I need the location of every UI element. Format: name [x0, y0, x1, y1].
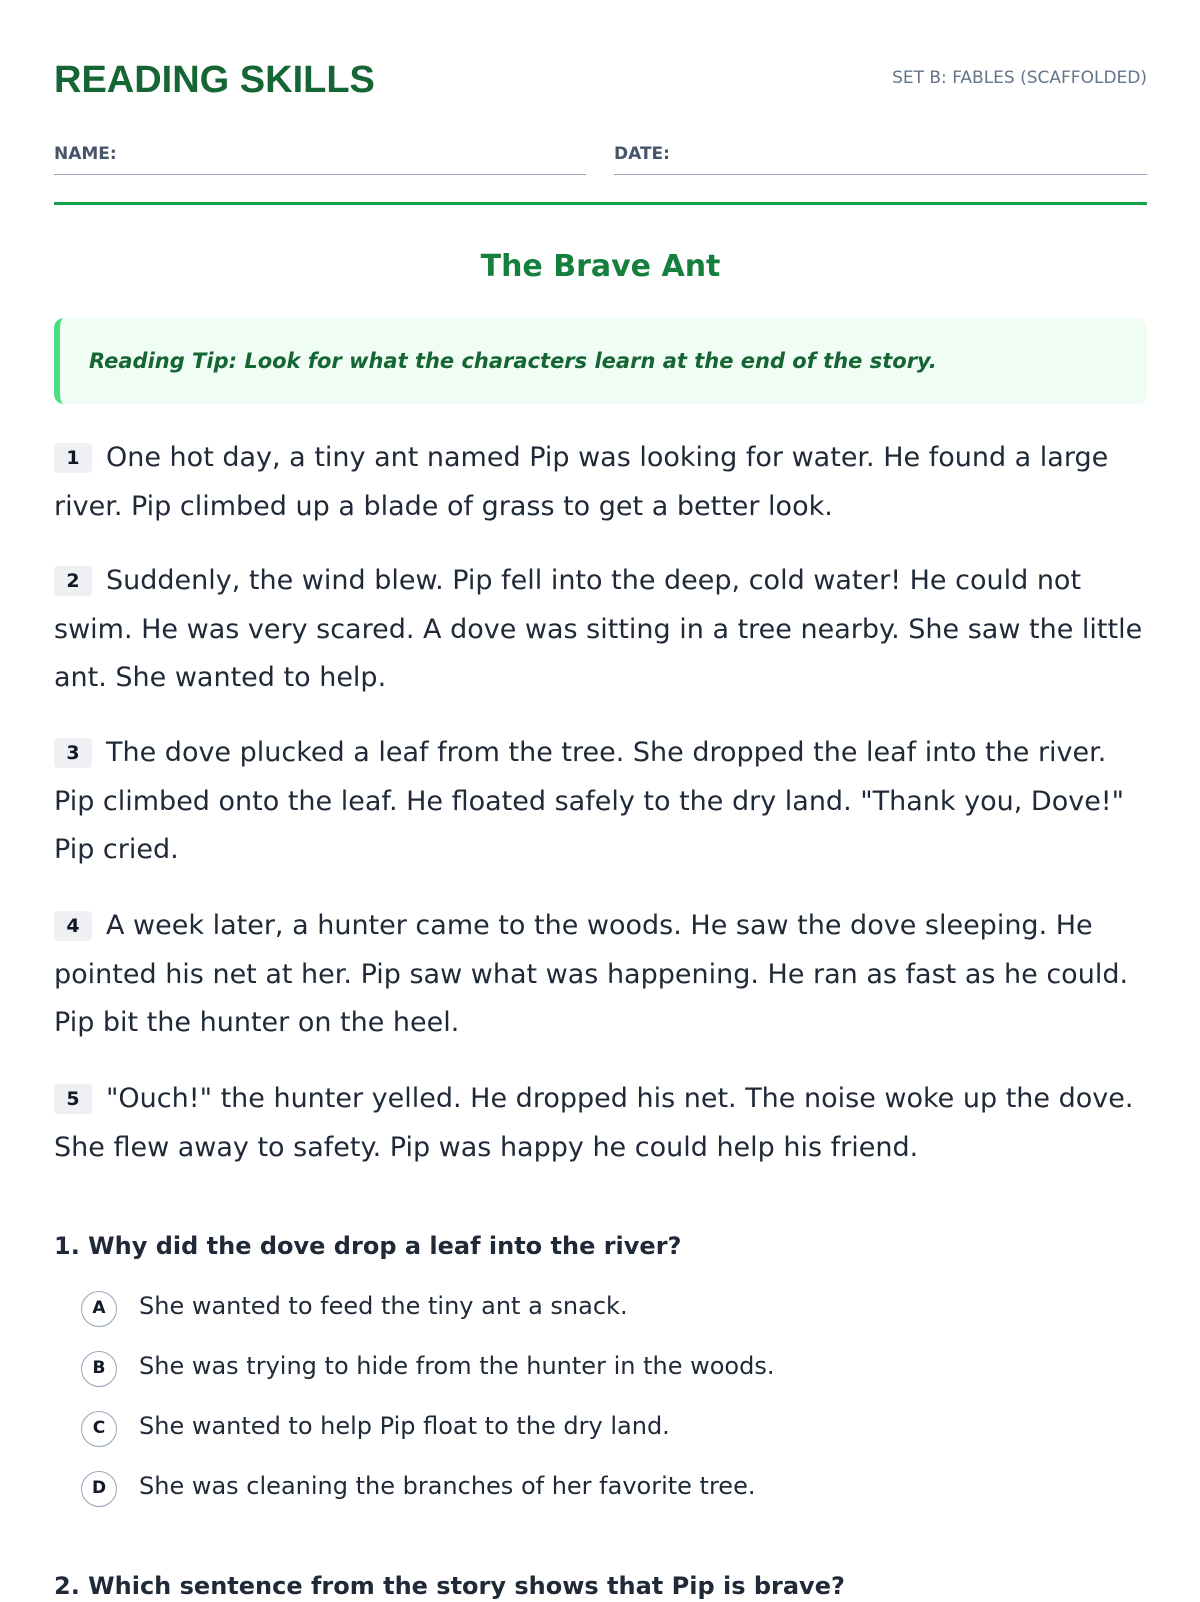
- paragraph-number: 2: [54, 566, 92, 596]
- paragraph-text: The dove plucked a leaf from the tree. She dropped the leaf into the river. Pip climbed onto the leaf. He floated safely to the dry land. "Thank you, Dove!" Pip cried.: [54, 737, 1125, 865]
- story-paragraph-3: [54, 729, 1147, 875]
- reading-tip-text: Reading Tip: Look for what the characters learn at the end of the story.: [89, 349, 937, 373]
- story-paragraph-4: [54, 902, 1147, 1048]
- question-1-option-d[interactable]: [81, 1470, 1131, 1510]
- paragraph-number: 1: [54, 443, 92, 473]
- question-1-option-a[interactable]: [81, 1290, 1131, 1330]
- paragraph-number: 4: [54, 911, 92, 941]
- question-1-option-c[interactable]: [81, 1410, 1131, 1450]
- option-text: She was trying to hide from the hunter in the woods.: [139, 1352, 775, 1380]
- name-label: NAME:: [54, 144, 117, 164]
- question-2-prompt: 2. Which sentence from the story shows that Pip is brave?: [54, 1572, 845, 1600]
- option-letter-badge[interactable]: D: [81, 1471, 117, 1507]
- paragraph-text: "Ouch!" the hunter yelled. He dropped his net. The noise woke up the dove. She flew away to safety. Pip was happy he could help his friend.: [54, 1083, 1134, 1163]
- story-title: The Brave Ant: [480, 249, 721, 284]
- paragraph-text: Suddenly, the wind blew. Pip fell into the deep, cold water! He could not swim. He was very scared. A dove was sitting in a tree nearby. She saw the little ant. She wanted to help.: [54, 565, 1143, 693]
- option-text: She wanted to help Pip float to the dry land.: [139, 1412, 670, 1440]
- paragraph-number: 5: [54, 1084, 92, 1114]
- name-field[interactable]: [54, 140, 586, 175]
- option-text: She wanted to feed the tiny ant a snack.: [139, 1292, 628, 1320]
- date-label: DATE:: [614, 144, 670, 164]
- worksheet-page: [54, 0, 1147, 1600]
- student-info-fields: [54, 140, 1147, 176]
- set-label: SET B: FABLES (SCAFFOLDED): [892, 68, 1147, 88]
- worksheet-title: READING SKILLS: [54, 59, 375, 101]
- date-field[interactable]: [614, 140, 1147, 175]
- paragraph-text: One hot day, a tiny ant named Pip was looking for water. He found a large river. Pip climbed up a blade of grass to get a better look.: [54, 442, 1109, 522]
- paragraph-text: A week later, a hunter came to the woods. He saw the dove sleeping. He pointed his net at her. Pip saw what was happening. He ran as fast as he could. Pip bit the hunter on the heel.: [54, 910, 1129, 1038]
- worksheet-header: [54, 58, 1147, 102]
- option-text: She was cleaning the branches of her favorite tree.: [139, 1472, 756, 1500]
- story-paragraph-5: [54, 1075, 1147, 1172]
- option-letter-badge[interactable]: B: [81, 1351, 117, 1387]
- option-letter-badge[interactable]: C: [81, 1411, 117, 1447]
- reading-tip-box: [54, 318, 1147, 404]
- option-letter-badge[interactable]: A: [81, 1291, 117, 1327]
- question-1-prompt: 1. Why did the dove drop a leaf into the river?: [54, 1232, 682, 1260]
- story-paragraph-2: [54, 557, 1147, 703]
- header-divider: [54, 202, 1147, 205]
- question-1-option-b[interactable]: [81, 1350, 1131, 1390]
- story-paragraph-1: [54, 434, 1147, 531]
- paragraph-number: 3: [54, 738, 92, 768]
